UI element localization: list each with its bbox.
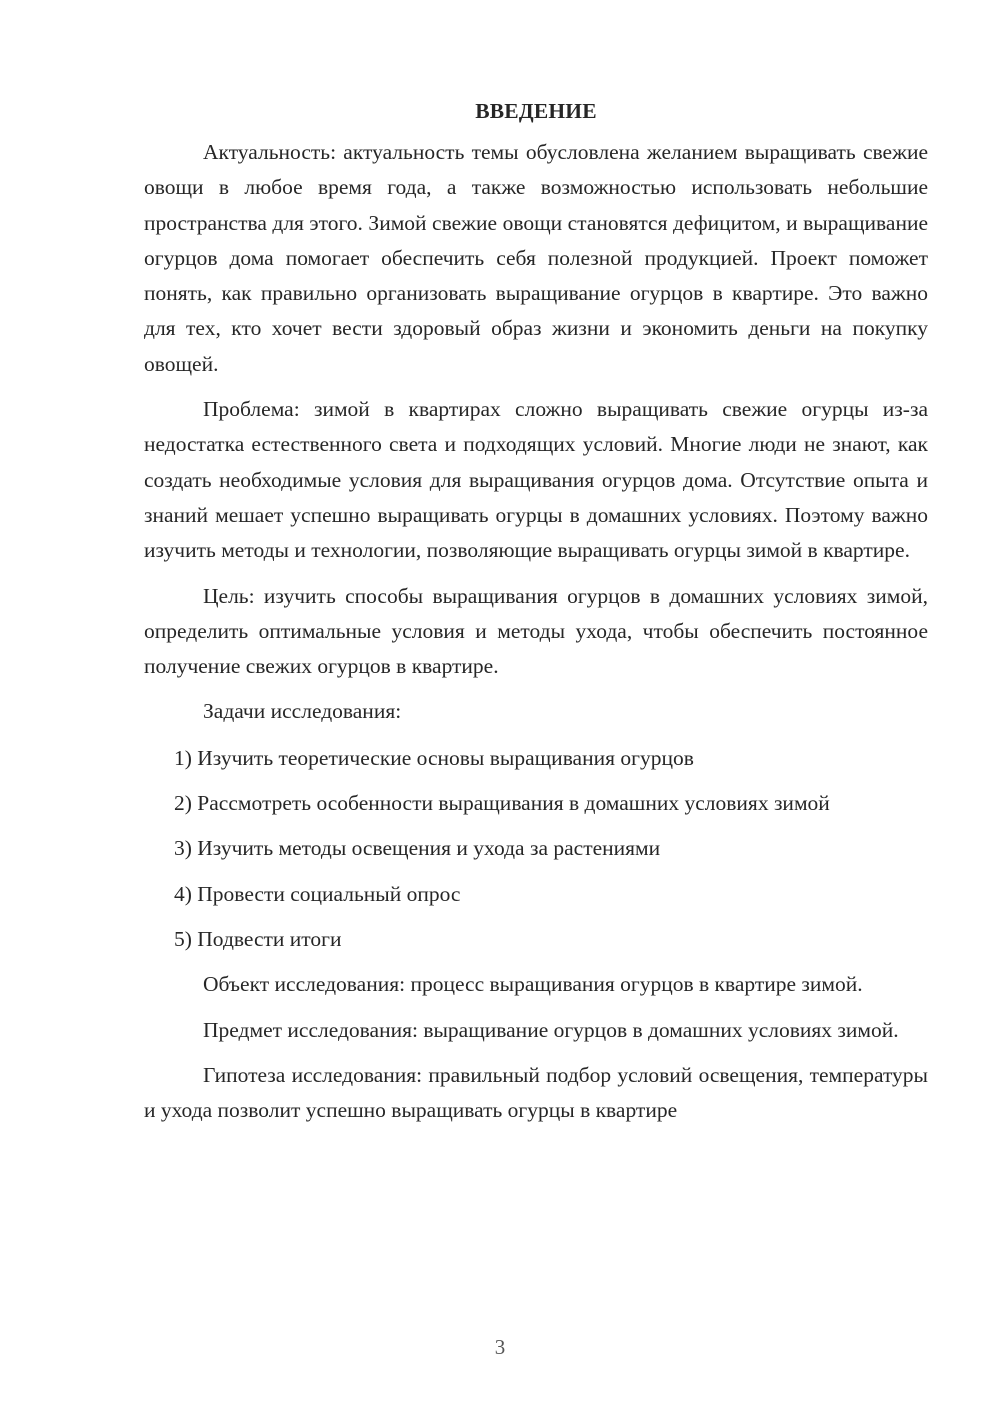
task-item-5: 5) Подвести итоги [174,926,342,951]
paragraph-object: Объект исследования: процесс выращивания огурцов в квартире зимой. [203,972,863,997]
task-item-2: 2) Рассмотреть особенности выращивания в домашних условиях зимой [174,791,830,816]
document-title: ВВЕДЕНИЕ [475,99,597,123]
task-item-3: 3) Изучить методы освещения и ухода за растениями [174,836,661,861]
paragraph-problem: Проблема: зимой в квартирах сложно выращивать свежие огурцы из-за недостатка естественного света и подходящих условий. Многие люди не знают, как создать необходимые условия для выращивания огурцов дома. Отсутствие опыта и знаний мешает успешно выращивать огурцы в домашних условиях. Поэтому важно изучить методы и технологии, позволяющие выращивать огурцы зимой в квартире. [144,397,928,563]
paragraph-relevance: Актуальность: актуальность темы обусловлена желанием выращивать свежие овощи в любое время года, а также возможностью использовать небольшие пространства для этого. Зимой свежие овощи становятся дефицитом, и выращивание огурцов дома помогает обеспечить себя полезной продукцией. Проект поможет понять, как правильно организовать выращивание огурцов в квартире. Это важно для тех, кто хочет вести здоровый образ жизни и экономить деньги на покупку овощей. [144,140,928,376]
task-item-1: 1) Изучить теоретические основы выращивания огурцов [174,745,694,770]
document-page [144,94,928,1138]
paragraph-goal: Цель: изучить способы выращивания огурцов в домашних условиях зимой, определить оптимальные условия и методы ухода, чтобы обеспечить постоянное получение свежих огурцов в квартире. [144,583,928,679]
page-number: 3 [494,1335,506,1359]
task-item-4: 4) Провести социальный опрос [174,881,461,906]
paragraph-subject: Предмет исследования: выращивание огурцов в домашних условиях зимой. [203,1017,899,1042]
tasks-heading: Задачи исследования: [203,699,402,724]
paragraph-hypothesis: Гипотеза исследования: правильный подбор условий освещения, температуры и ухода позволит успешно выращивать огурцы в квартире [144,1062,928,1123]
